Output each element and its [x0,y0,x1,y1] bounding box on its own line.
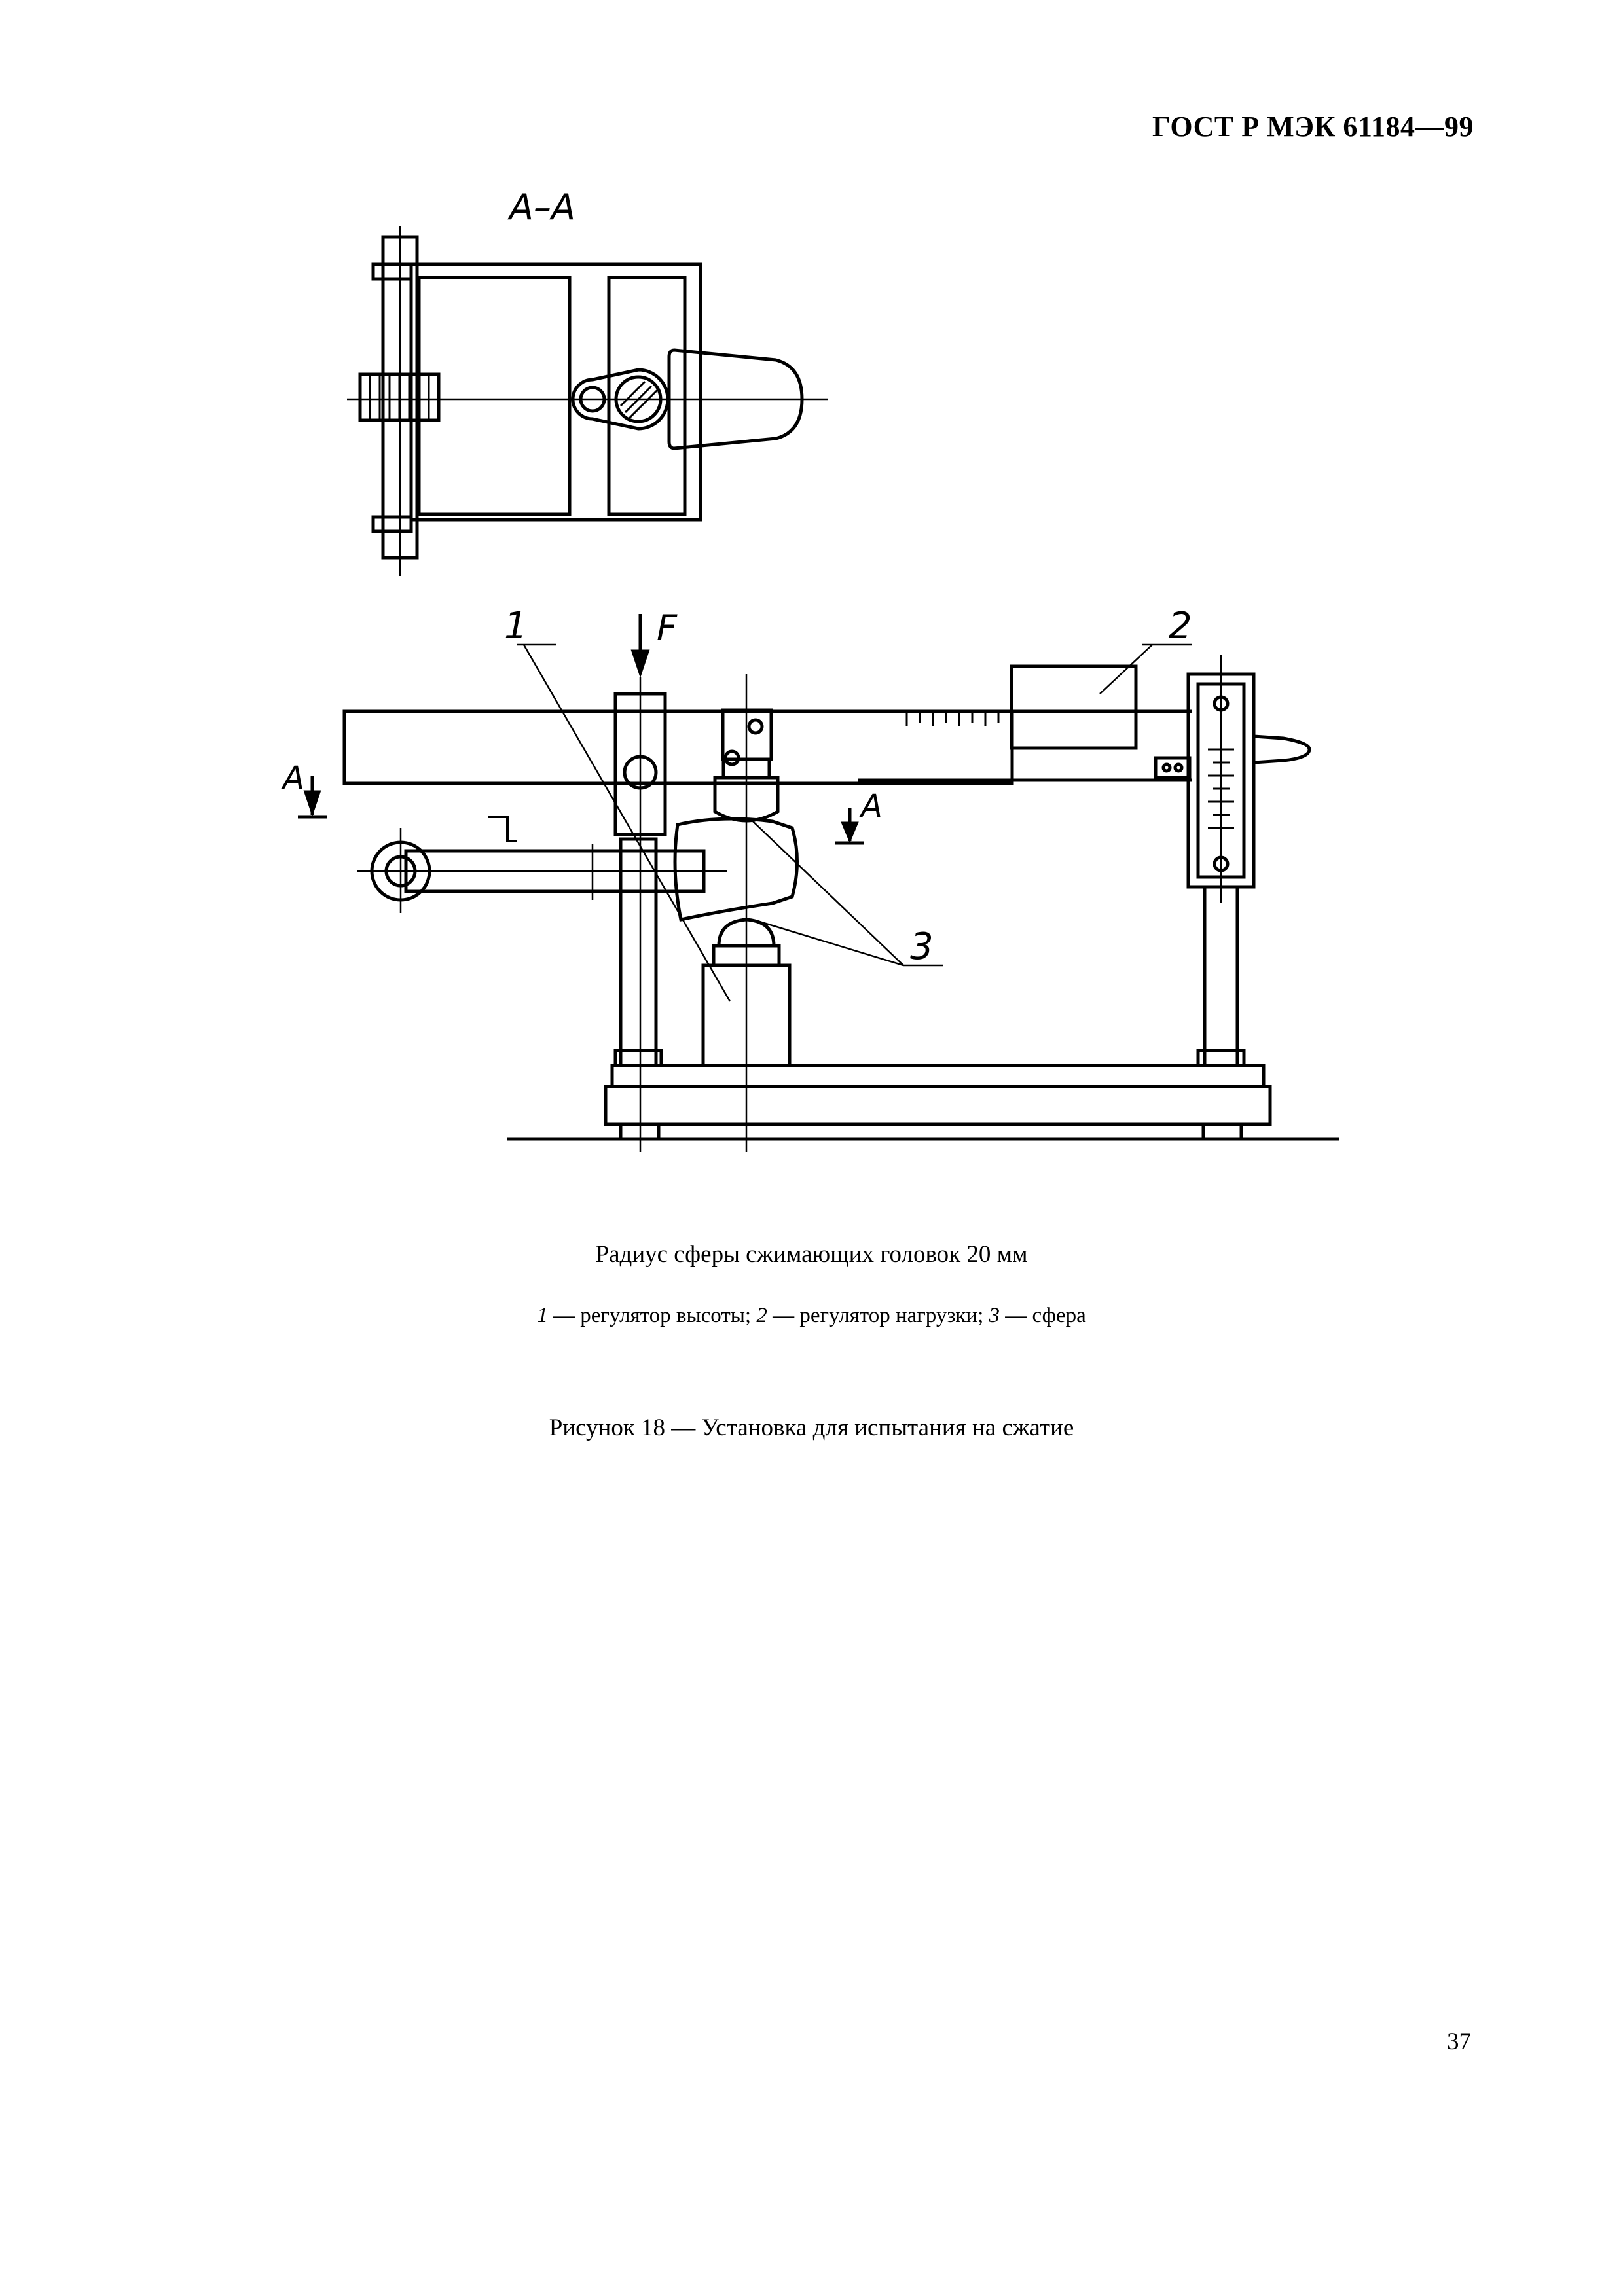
page-number: 37 [1447,2028,1471,2055]
section-title: А–А [509,187,575,228]
section-mark-left: А [283,760,304,797]
standard-header: ГОСТ Р МЭК 61184—99 [1152,111,1474,143]
legend-text-3: — сфера [1000,1304,1086,1327]
force-label: F [657,607,678,649]
legend-text-2: — регулятор нагрузки; [767,1304,989,1327]
figure-legend [0,1304,1623,1328]
legend-num-1: 1 [537,1304,548,1327]
callout-2: 2 [1169,605,1192,647]
section-mark-right: А [861,788,883,825]
legend-text-1: — регулятор высоты; [547,1304,757,1327]
section-view-a-a [347,187,828,576]
figure-caption: Рисунок 18 — Установка для испытания на сжатие [549,1414,1074,1441]
legend-num-2: 2 [756,1304,767,1327]
drawing-note: Радиус сферы сжимающих головок 20 мм [595,1241,1028,1268]
callout-3: 3 [910,925,934,968]
callout-1: 1 [504,605,528,647]
front-view [281,605,1339,1152]
legend-num-3: 3 [989,1304,1000,1327]
